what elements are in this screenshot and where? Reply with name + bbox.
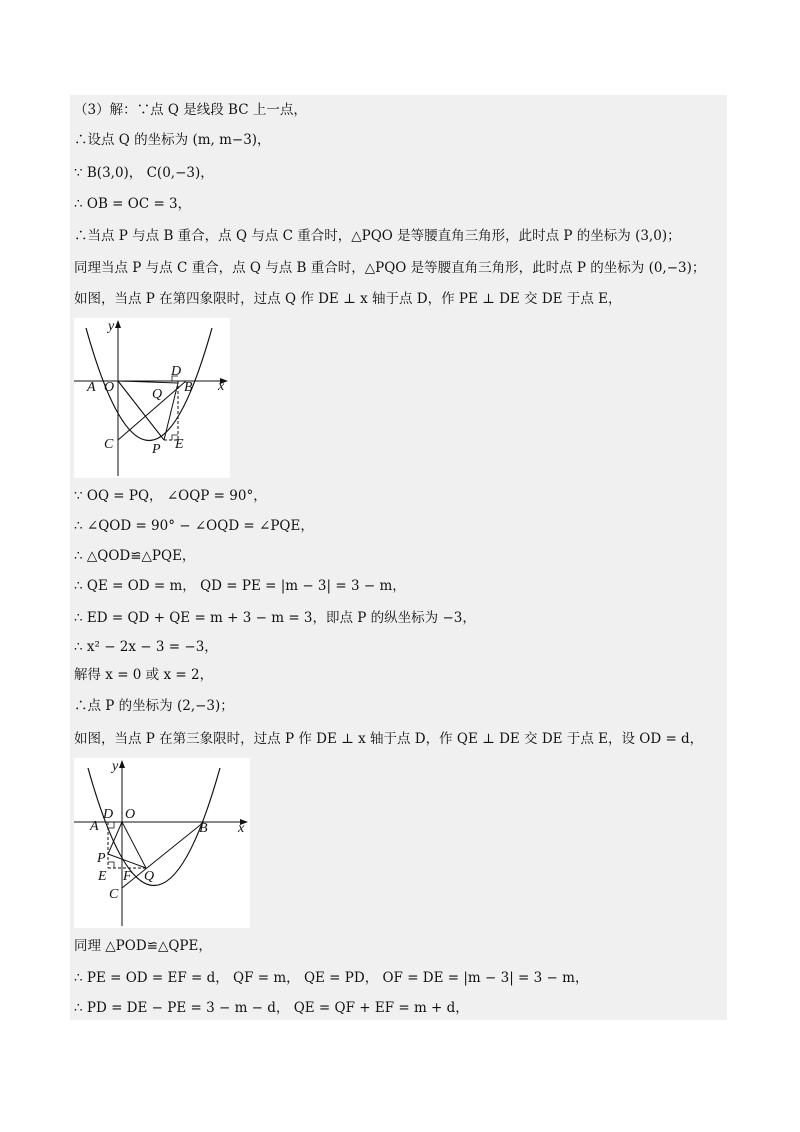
label-o: O: [104, 380, 115, 395]
text-line: ∴ ED = QD + QE = m + 3 − m = 3，即点 P 的纵坐标为 −3，: [74, 610, 476, 626]
text-line: ∴ PE = OD = EF = d， QF = m， QE = PD， OF = DE = |m − 3| = 3 − m，: [74, 970, 589, 986]
text-line: ∵ OQ = PQ， ∠OQP = 90°，: [74, 488, 267, 504]
label-o: O: [125, 807, 136, 822]
label-d: D: [103, 807, 114, 822]
label-p: P: [152, 442, 161, 457]
label-y: y: [108, 319, 115, 334]
label-e: E: [98, 869, 107, 884]
text-line: （3）解：∵点 Q 是线段 BC 上一点，: [74, 102, 307, 118]
text-line: 如图，当点 P 在第四象限时，过点 Q 作 DE ⊥ x 轴于点 D，作 PE ⊥ DE 交 DE 于点 E，: [74, 291, 622, 307]
text-line: ∴ △QOD≌△PQE，: [74, 548, 196, 564]
label-y: y: [112, 759, 119, 774]
label-f: F: [123, 869, 132, 884]
figure-quadrant-three: [74, 758, 250, 928]
label-x: x: [218, 379, 225, 394]
text-line: ∴当点 P 与点 B 重合，点 Q 与点 C 重合时，△PQO 是等腰直角三角形，此时点 P 的坐标为 (3,0)；: [74, 228, 681, 244]
text-line: ∴ QE = OD = m， QD = PE = |m − 3| = 3 − m，: [74, 578, 406, 594]
label-q: Q: [152, 387, 163, 402]
text-line: ∴ ∠QOD = 90° − ∠OQD = ∠PQE，: [74, 518, 314, 534]
figure-quadrant-four: [74, 318, 230, 478]
text-line: ∴点 P 的坐标为 (2,−3)；: [74, 698, 234, 714]
label-a: A: [90, 819, 99, 834]
text-line: ∴ PD = DE − PE = 3 − m − d， QE = QF + EF = m + d，: [74, 1000, 469, 1016]
text-line: ∵ B(3,0)， C(0,−3)，: [74, 165, 214, 181]
label-x: x: [238, 821, 245, 836]
text-line: ∴设点 Q 的坐标为 (m, m−3)，: [74, 132, 271, 148]
label-d: D: [171, 364, 182, 379]
text-line: 如图，当点 P 在第三象限时，过点 P 作 DE ⊥ x 轴于点 D，作 QE ⊥ DE 交 DE 于点 E，设 OD = d，: [74, 731, 704, 747]
label-a: A: [87, 380, 96, 395]
label-c: C: [109, 887, 119, 902]
label-p: P: [97, 851, 106, 866]
text-line: 解得 x = 0 或 x = 2，: [74, 667, 214, 683]
label-b: B: [184, 380, 193, 395]
text-line: ∴ x² − 2x − 3 = −3，: [74, 639, 218, 655]
label-e: E: [175, 437, 184, 452]
label-b: B: [199, 821, 208, 836]
text-line: 同理 △POD≌△QPE，: [74, 938, 212, 954]
label-q: Q: [144, 869, 155, 884]
text-line: 同理当点 P 与点 C 重合，点 Q 与点 B 重合时，△PQO 是等腰直角三角形，此时点 P 的坐标为 (0,−3)；: [74, 260, 706, 276]
label-c: C: [104, 437, 114, 452]
text-line: ∴ OB = OC = 3，: [74, 196, 192, 212]
